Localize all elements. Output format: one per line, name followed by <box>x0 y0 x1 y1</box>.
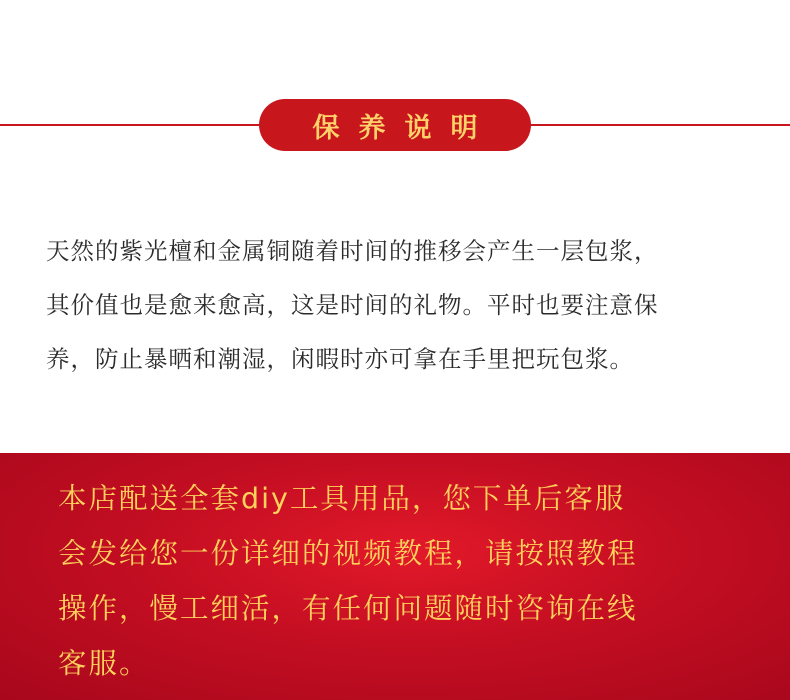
section-header-badge <box>259 99 531 151</box>
care-instructions-paragraph <box>46 224 756 386</box>
section-title: 保养说明 <box>312 112 497 144</box>
service-notice-panel <box>0 453 790 700</box>
notice-line: 本店配送全套diy工具用品，您下单后客服 <box>58 482 626 515</box>
service-notice-text <box>58 471 778 691</box>
care-line: 天然的紫光檀和金属铜随着时间的推移会产生一层包浆， <box>46 237 659 265</box>
care-line: 养，防止暴晒和潮湿，闲暇时亦可拿在手里把玩包浆。 <box>46 345 634 373</box>
notice-line: 客服。 <box>58 647 150 680</box>
care-line: 其价值也是愈来愈高，这是时间的礼物。平时也要注意保 <box>46 291 659 319</box>
notice-line: 会发给您一份详细的视频教程，请按照教程 <box>58 537 638 570</box>
notice-line: 操作，慢工细活，有任何问题随时咨询在线 <box>58 592 638 625</box>
